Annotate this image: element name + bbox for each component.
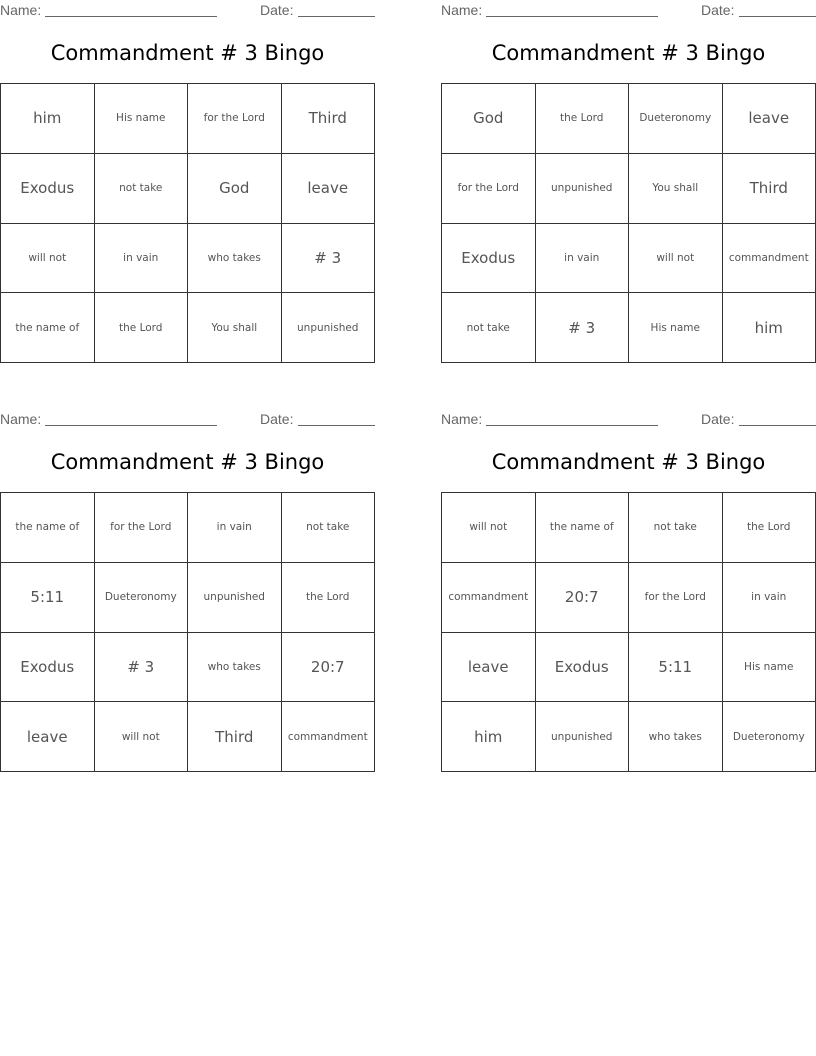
name-date-header — [0, 411, 375, 429]
bingo-cell: 20:7 — [282, 633, 376, 703]
bingo-cell: Exodus — [1, 633, 95, 703]
bingo-cell: for the Lord — [95, 493, 189, 563]
bingo-cell: in vain — [95, 224, 189, 294]
date-blank — [298, 16, 375, 17]
name-date-header — [441, 2, 816, 20]
bingo-cell: Dueteronomy — [723, 702, 816, 772]
bingo-cell: 20:7 — [536, 563, 630, 633]
bingo-cell: who takes — [188, 633, 282, 703]
card-title: Commandment # 3 Bingo — [50, 41, 325, 65]
bingo-card — [0, 0, 375, 334]
bingo-cell: You shall — [629, 154, 723, 224]
bingo-cell: commandment — [723, 224, 816, 294]
bingo-cell: 5:11 — [629, 633, 723, 703]
bingo-cell: Exodus — [442, 224, 536, 294]
bingo-cell: His name — [629, 293, 723, 363]
bingo-cell: in vain — [188, 493, 282, 563]
bingo-cell: the Lord — [282, 563, 376, 633]
bingo-cell: leave — [1, 702, 95, 772]
bingo-grid — [0, 492, 375, 772]
name-label: Name: — [0, 2, 42, 18]
bingo-cell: in vain — [536, 224, 630, 294]
bingo-cell: You shall — [188, 293, 282, 363]
name-blank — [45, 425, 217, 426]
name-date-header — [0, 2, 375, 20]
bingo-cell: leave — [282, 154, 376, 224]
bingo-cell: Third — [723, 154, 816, 224]
bingo-cell: the name of — [1, 293, 95, 363]
date-label: Date: — [701, 411, 735, 427]
bingo-card — [441, 409, 816, 746]
bingo-cell: not take — [282, 493, 376, 563]
bingo-cell: God — [442, 84, 536, 154]
bingo-cell: # 3 — [536, 293, 630, 363]
bingo-cell: Exodus — [536, 633, 630, 703]
bingo-cell: will not — [629, 224, 723, 294]
bingo-cell: leave — [723, 84, 816, 154]
bingo-cell: will not — [95, 702, 189, 772]
date-label: Date: — [260, 2, 294, 18]
date-blank — [739, 16, 816, 17]
bingo-cell: leave — [442, 633, 536, 703]
bingo-cell: Dueteronomy — [629, 84, 723, 154]
bingo-cell: His name — [723, 633, 816, 703]
bingo-cell: the Lord — [95, 293, 189, 363]
name-blank — [45, 16, 217, 17]
bingo-grid — [0, 83, 375, 363]
date-label: Date: — [701, 2, 735, 18]
bingo-cell: Exodus — [1, 154, 95, 224]
bingo-cell: Third — [188, 702, 282, 772]
bingo-cell: who takes — [188, 224, 282, 294]
bingo-grid — [441, 492, 816, 772]
name-label: Name: — [441, 2, 483, 18]
name-label: Name: — [0, 411, 42, 427]
name-date-header — [441, 411, 816, 429]
card-title: Commandment # 3 Bingo — [491, 450, 766, 474]
bingo-cell: the Lord — [723, 493, 816, 563]
date-blank — [739, 425, 816, 426]
bingo-cell: unpunished — [188, 563, 282, 633]
bingo-card — [441, 0, 816, 337]
bingo-cell: him — [442, 702, 536, 772]
bingo-cell: him — [723, 293, 816, 363]
bingo-cell: for the Lord — [629, 563, 723, 633]
bingo-cell: who takes — [629, 702, 723, 772]
bingo-cell: not take — [442, 293, 536, 363]
date-label: Date: — [260, 411, 294, 427]
bingo-cell: unpunished — [536, 154, 630, 224]
bingo-cell: unpunished — [536, 702, 630, 772]
bingo-cell: in vain — [723, 563, 816, 633]
bingo-cell: Dueteronomy — [95, 563, 189, 633]
name-blank — [486, 16, 658, 17]
bingo-cell: will not — [1, 224, 95, 294]
bingo-cell: him — [1, 84, 95, 154]
bingo-cell: commandment — [442, 563, 536, 633]
name-label: Name: — [441, 411, 483, 427]
card-title: Commandment # 3 Bingo — [491, 41, 766, 65]
bingo-cell: 5:11 — [1, 563, 95, 633]
name-blank — [486, 425, 658, 426]
bingo-cell: will not — [442, 493, 536, 563]
bingo-cell: commandment — [282, 702, 376, 772]
date-blank — [298, 425, 375, 426]
bingo-cell: not take — [629, 493, 723, 563]
bingo-cell: Third — [282, 84, 376, 154]
bingo-cell: # 3 — [282, 224, 376, 294]
bingo-cell: for the Lord — [188, 84, 282, 154]
bingo-cell: His name — [95, 84, 189, 154]
bingo-cell: God — [188, 154, 282, 224]
bingo-cell: unpunished — [282, 293, 376, 363]
bingo-cell: # 3 — [95, 633, 189, 703]
bingo-grid — [441, 83, 816, 363]
bingo-cell: not take — [95, 154, 189, 224]
bingo-cell: the name of — [1, 493, 95, 563]
bingo-cell: for the Lord — [442, 154, 536, 224]
bingo-cell: the Lord — [536, 84, 630, 154]
bingo-card — [0, 409, 375, 746]
bingo-cell: the name of — [536, 493, 630, 563]
card-title: Commandment # 3 Bingo — [50, 450, 325, 474]
